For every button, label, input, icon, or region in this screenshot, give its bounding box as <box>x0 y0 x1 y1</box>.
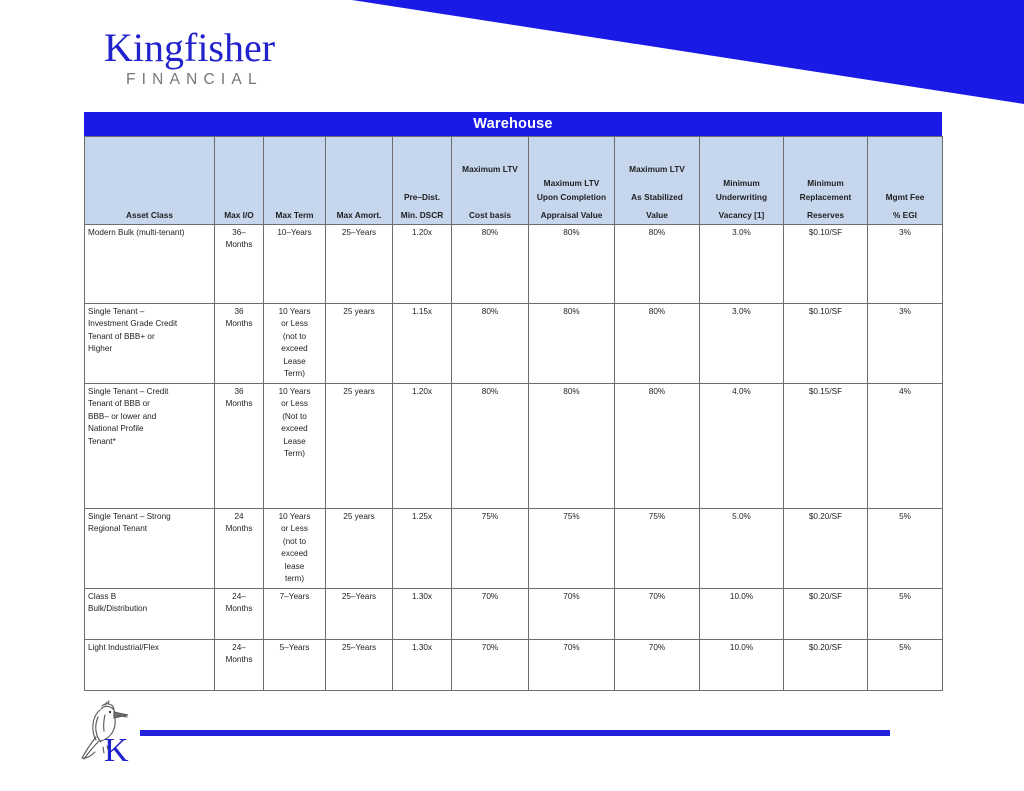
header-line: Asset Class <box>125 209 174 220</box>
table-row <box>85 225 943 304</box>
cell-ltv_cost: 70% <box>452 588 529 639</box>
cell-max_amort: 25–Years <box>326 588 393 639</box>
cell-mgmt_fee: 3% <box>868 304 943 384</box>
header-line: Maximum LTV <box>629 164 685 174</box>
header-line: Vacancy [1] <box>718 209 765 220</box>
cell-max_amort: 25 years <box>326 508 393 588</box>
cell-reserves: $0.15/SF <box>784 383 868 508</box>
cell-mgmt_fee: 5% <box>868 639 943 690</box>
cell-reserves: $0.10/SF <box>784 225 868 304</box>
cell-max_amort: 25 years <box>326 383 393 508</box>
cell-reserves: $0.20/SF <box>784 588 868 639</box>
underwriting-parameters-table <box>84 136 943 691</box>
header-line: Max Amort. <box>336 209 382 220</box>
cell-mgmt_fee: 5% <box>868 588 943 639</box>
warehouse-matrix <box>84 112 942 691</box>
brand-logo <box>104 25 276 89</box>
cell-mgmt_fee: 3% <box>868 225 943 304</box>
cell-asset_class: Modern Bulk (multi-tenant) <box>85 225 215 304</box>
cell-ltv_cost: 70% <box>452 639 529 690</box>
cell-dscr: 1.30x <box>393 639 452 690</box>
header-line: Max Term <box>275 209 314 220</box>
cell-ltv_cost: 80% <box>452 304 529 384</box>
cell-ltv_cost: 75% <box>452 508 529 588</box>
cell-ltv_stabilized: 70% <box>615 588 700 639</box>
column-header-max-ltv-upon-completion <box>529 137 615 225</box>
cell-asset_class: Class B Bulk/Distribution <box>85 588 215 639</box>
cell-max_io: 24– Months <box>215 639 264 690</box>
cell-asset_class: Single Tenant – Strong Regional Tenant <box>85 508 215 588</box>
cell-ltv_stabilized: 75% <box>615 508 700 588</box>
kingfisher-bird-icon <box>72 697 142 767</box>
cell-max_io: 36 Months <box>215 383 264 508</box>
cell-ltv_completion: 80% <box>529 383 615 508</box>
cell-reserves: $0.20/SF <box>784 508 868 588</box>
header-line: Reserves <box>807 209 844 220</box>
cell-max_io: 24– Months <box>215 588 264 639</box>
cell-ltv_stabilized: 80% <box>615 304 700 384</box>
cell-ltv_cost: 80% <box>452 225 529 304</box>
table-row <box>85 588 943 639</box>
column-header-max-io <box>215 137 264 225</box>
cell-ltv_completion: 70% <box>529 639 615 690</box>
cell-vacancy: 4.0% <box>700 383 784 508</box>
cell-vacancy: 10.0% <box>700 639 784 690</box>
cell-max_term: 10 Years or Less (Not to exceed Lease Term) <box>264 383 326 508</box>
brand-name: Kingfisher <box>104 25 276 70</box>
column-header-min-replacement-reserves <box>784 137 868 225</box>
cell-ltv_completion: 70% <box>529 588 615 639</box>
cell-max_io: 24 Months <box>215 508 264 588</box>
column-header-min-underwriting-vacancy <box>700 137 784 225</box>
table-row <box>85 304 943 384</box>
cell-vacancy: 3.0% <box>700 304 784 384</box>
header-line: Pre–Dist. <box>404 192 440 202</box>
column-header-max-amort <box>326 137 393 225</box>
header-line: Maximum LTV <box>543 178 600 188</box>
page-footer <box>0 695 1024 775</box>
cell-ltv_completion: 80% <box>529 225 615 304</box>
header-line: Cost basis <box>469 209 511 220</box>
banner-triangle <box>352 0 1024 104</box>
cell-max_io: 36 Months <box>215 304 264 384</box>
table-header-row <box>85 137 943 225</box>
cell-vacancy: 5.0% <box>700 508 784 588</box>
header-line: Appraisal Value <box>540 209 603 220</box>
cell-asset_class: Single Tenant – Investment Grade Credit Tenant of BBB+ or Higher <box>85 304 215 384</box>
cell-ltv_completion: 80% <box>529 304 615 384</box>
cell-max_io: 36– Months <box>215 225 264 304</box>
cell-vacancy: 10.0% <box>700 588 784 639</box>
cell-ltv_cost: 80% <box>452 383 529 508</box>
cell-mgmt_fee: 5% <box>868 508 943 588</box>
cell-dscr: 1.25x <box>393 508 452 588</box>
table-row <box>85 383 943 508</box>
cell-asset_class: Light Industrial/Flex <box>85 639 215 690</box>
cell-max_term: 5–Years <box>264 639 326 690</box>
header-line: Min. DSCR <box>400 209 444 220</box>
cell-ltv_completion: 75% <box>529 508 615 588</box>
header-line: As Stabilized <box>631 192 683 202</box>
footer-monogram: K <box>104 732 129 767</box>
cell-max_term: 10 Years or Less (not to exceed lease term) <box>264 508 326 588</box>
header-line: Underwriting <box>715 192 768 202</box>
column-header-asset-class <box>85 137 215 225</box>
cell-ltv_stabilized: 80% <box>615 383 700 508</box>
column-header-pre-dist-min-dscr <box>393 137 452 225</box>
table-title: Warehouse <box>84 112 942 136</box>
brand-subtitle: FINANCIAL <box>126 70 263 88</box>
header-line: Minimum <box>807 178 844 188</box>
cell-reserves: $0.10/SF <box>784 304 868 384</box>
header-line: Mgmt Fee <box>885 192 925 202</box>
table-row <box>85 639 943 690</box>
cell-max_term: 10–Years <box>264 225 326 304</box>
header-line: Max I/O <box>224 209 254 220</box>
header-line: Replacement <box>799 192 852 202</box>
table-row <box>85 508 943 588</box>
cell-mgmt_fee: 4% <box>868 383 943 508</box>
header-line: Maximum LTV <box>462 164 518 174</box>
cell-max_amort: 25 years <box>326 304 393 384</box>
header-line: Upon Completion <box>536 192 607 202</box>
cell-asset_class: Single Tenant – Credit Tenant of BBB or BBB– or lower and National Profile Tenant* <box>85 383 215 508</box>
cell-max_amort: 25–Years <box>326 225 393 304</box>
column-header-max-term <box>264 137 326 225</box>
column-header-mgmt-fee-egi <box>868 137 943 225</box>
header-line: Minimum <box>723 178 760 188</box>
cell-max_term: 7–Years <box>264 588 326 639</box>
header-line: % EGI <box>893 209 917 220</box>
cell-ltv_stabilized: 70% <box>615 639 700 690</box>
cell-dscr: 1.30x <box>393 588 452 639</box>
cell-max_term: 10 Years or Less (not to exceed Lease Term) <box>264 304 326 384</box>
cell-max_amort: 25–Years <box>326 639 393 690</box>
cell-reserves: $0.20/SF <box>784 639 868 690</box>
column-header-max-ltv-as-stabilized <box>615 137 700 225</box>
cell-dscr: 1.15x <box>393 304 452 384</box>
header-line: Value <box>646 209 668 220</box>
cell-dscr: 1.20x <box>393 383 452 508</box>
column-header-max-ltv-cost-basis <box>452 137 529 225</box>
cell-ltv_stabilized: 80% <box>615 225 700 304</box>
cell-vacancy: 3.0% <box>700 225 784 304</box>
cell-dscr: 1.20x <box>393 225 452 304</box>
footer-divider-rule <box>140 730 890 736</box>
